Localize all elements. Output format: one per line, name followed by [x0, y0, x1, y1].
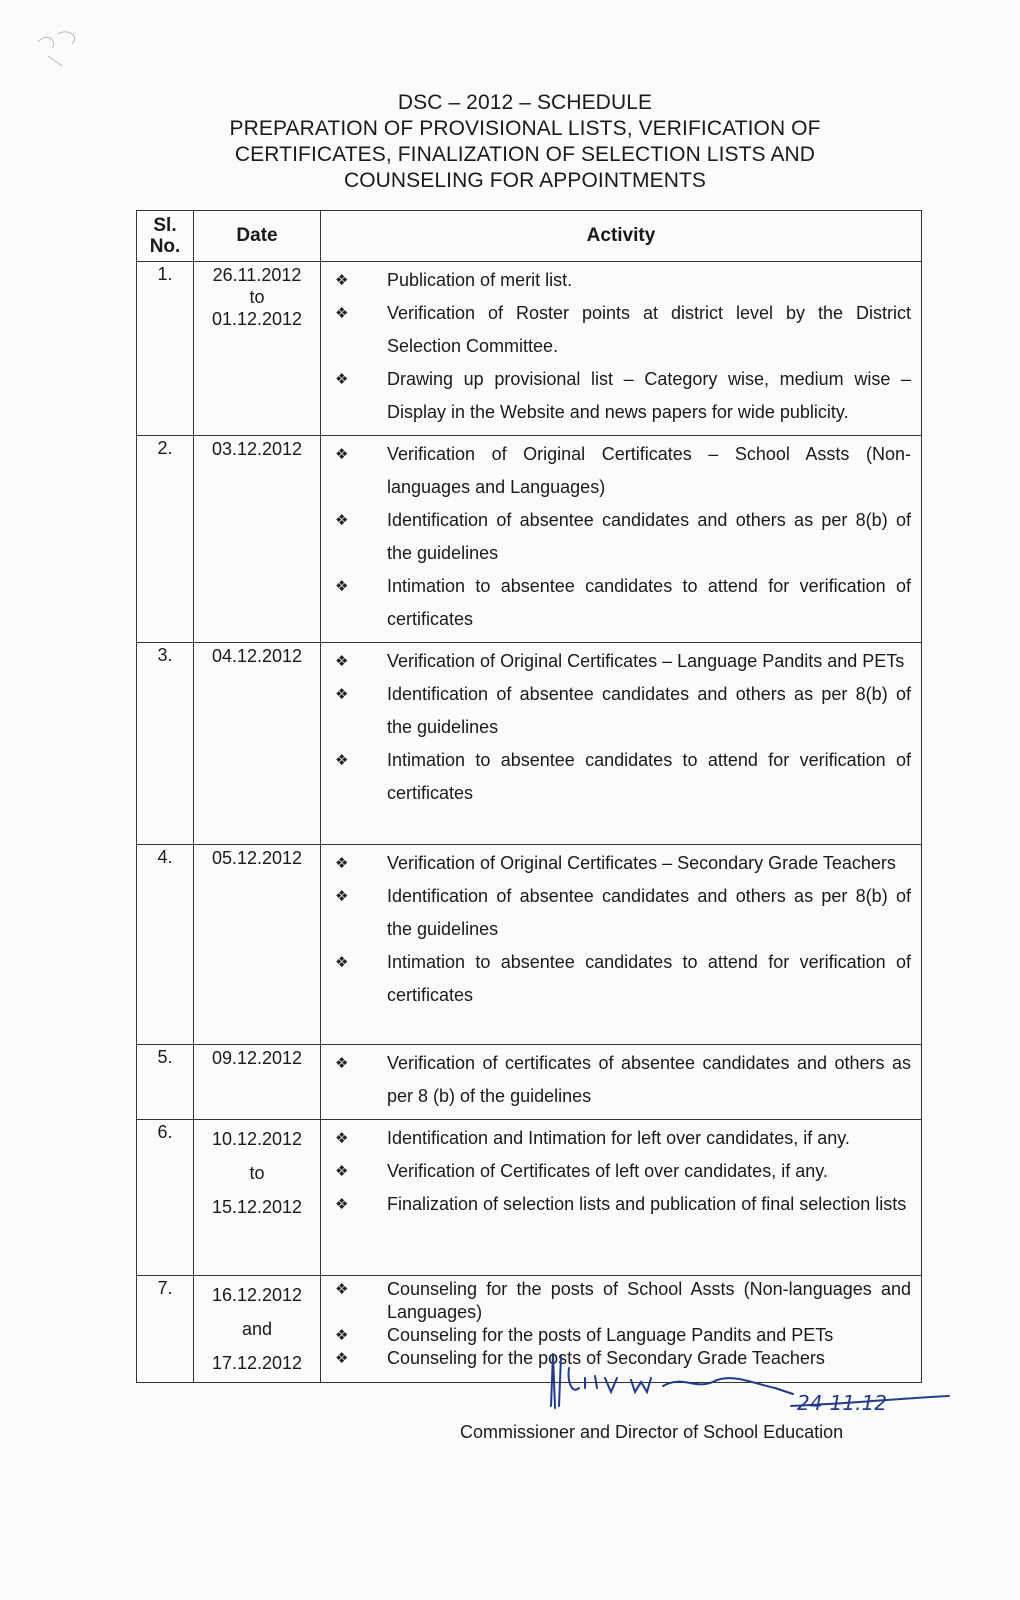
activity-item [335, 1155, 911, 1188]
diamond-bullet-icon: ❖ [335, 1350, 349, 1367]
signature [545, 1348, 965, 1418]
title-line-2: PREPARATION OF PROVISIONAL LISTS, VERIFICATION OF [229, 117, 821, 140]
signatory-designation: Commissioner and Director of School Education [460, 1422, 844, 1442]
row-activities [321, 643, 922, 845]
signature-image [545, 1348, 965, 1418]
activity-text: Drawing up provisional list – Category wise, medium wise – Display in the Website and news papers for wide publicity. [387, 369, 911, 422]
diamond-bullet-icon: ❖ [335, 1130, 349, 1147]
activity-item [335, 946, 911, 1012]
activity-text: Finalization of selection lists and publication of final selection lists [387, 1194, 907, 1214]
row-date-line: 16.12.2012 [211, 1285, 303, 1305]
activity-item [335, 744, 911, 810]
row-sl-no: 4. [137, 845, 194, 1045]
activity-text: Identification of absentee candidates and others as per 8(b) of the guidelines [387, 510, 911, 563]
header-date: Date [194, 211, 321, 262]
title-line-4: COUNSELING FOR APPOINTMENTS [343, 169, 707, 192]
diamond-bullet-icon: ❖ [335, 305, 349, 322]
corner-scribble-mark [28, 22, 108, 72]
activity-item [335, 438, 911, 504]
activity-item [335, 1324, 911, 1347]
activity-item [335, 363, 911, 429]
activity-item [335, 1047, 911, 1113]
activity-text: Verification of Certificates of left over candidates, if any. [387, 1161, 828, 1181]
row-date-line: 01.12.2012 [211, 309, 303, 329]
diamond-bullet-icon: ❖ [335, 371, 349, 388]
activity-item [335, 1122, 911, 1155]
activity-text: Intimation to absentee candidates to attend for verification of certificates [387, 750, 911, 803]
row-date-line: 26.11.2012 [212, 265, 302, 285]
table-row [137, 643, 922, 845]
row-activities [321, 1045, 922, 1120]
schedule-table [136, 210, 922, 1383]
activity-item [335, 847, 911, 880]
row-date-line: 10.12.2012 [211, 1129, 303, 1149]
table-row [137, 262, 922, 436]
activity-item [335, 1278, 911, 1324]
activity-text: Identification and Intimation for left over candidates, if any. [387, 1128, 850, 1148]
activity-text: Counseling for the posts of School Assts (Non-languages and Languages) [387, 1279, 911, 1322]
schedule-body [137, 262, 922, 1383]
activity-item [335, 678, 911, 744]
row-date-line: 15.12.2012 [211, 1197, 303, 1217]
row-date-line: and [241, 1319, 273, 1339]
header-no-text: No. [149, 236, 181, 257]
row-sl-no: 5. [137, 1045, 194, 1120]
activity-list [335, 645, 911, 810]
diamond-bullet-icon: ❖ [335, 1281, 349, 1298]
row-sl-no: 1. [137, 262, 194, 436]
diamond-bullet-icon: ❖ [335, 686, 349, 703]
row-date [194, 262, 321, 436]
row-date-line: 04.12.2012 [211, 646, 303, 666]
table-row [137, 845, 922, 1045]
row-date-line: 05.12.2012 [211, 848, 303, 868]
svg-text:24-11.12: 24-11.12 [797, 1391, 887, 1415]
activity-text: Verification of Original Certificates – School Assts (Non-languages and Languages) [387, 444, 911, 497]
table-row [137, 1045, 922, 1120]
activity-text: Intimation to absentee candidates to attend for verification of certificates [387, 952, 911, 1005]
diamond-bullet-icon: ❖ [335, 446, 349, 463]
activity-item [335, 1188, 911, 1221]
row-sl-no: 6. [137, 1120, 194, 1276]
diamond-bullet-icon: ❖ [335, 512, 349, 529]
activity-text: Counseling for the posts of Secondary Grade Teachers [387, 1348, 825, 1368]
activity-text: Identification of absentee candidates and others as per 8(b) of the guidelines [387, 886, 911, 939]
activity-item [335, 880, 911, 946]
header-sl-text: Sl. [153, 215, 177, 236]
row-activities [321, 262, 922, 436]
header-activity: Activity [321, 211, 922, 262]
activity-text: Publication of merit list. [387, 270, 573, 290]
activity-text: Identification of absentee candidates and others as per 8(b) of the guidelines [387, 684, 911, 737]
activity-list [335, 438, 911, 636]
diamond-bullet-icon: ❖ [335, 272, 349, 289]
diamond-bullet-icon: ❖ [335, 954, 349, 971]
activity-text: Verification of Roster points at district level by the District Selection Committee. [387, 303, 911, 356]
row-date [194, 643, 321, 845]
diamond-bullet-icon: ❖ [335, 1327, 349, 1344]
table-row [137, 1120, 922, 1276]
diamond-bullet-icon: ❖ [335, 855, 349, 872]
activity-item [335, 264, 911, 297]
activity-text: Verification of Original Certificates – Secondary Grade Teachers [387, 853, 896, 873]
row-date-line: 09.12.2012 [211, 1048, 303, 1068]
row-date [194, 1045, 321, 1120]
diamond-bullet-icon: ❖ [335, 888, 349, 905]
diamond-bullet-icon: ❖ [335, 578, 349, 595]
row-date-line: 17.12.2012 [211, 1353, 303, 1373]
header-sl-no [137, 211, 194, 262]
row-date [194, 436, 321, 643]
row-date [194, 845, 321, 1045]
row-date-line: to [249, 287, 265, 307]
activity-item [335, 297, 911, 363]
activity-list [335, 847, 911, 1012]
row-sl-no: 3. [137, 643, 194, 845]
activity-list [335, 1047, 911, 1113]
row-date [194, 1276, 321, 1383]
table-row [137, 436, 922, 643]
activity-item [335, 570, 911, 636]
activity-text: Intimation to absentee candidates to attend for verification of certificates [387, 576, 911, 629]
title-line-1: DSC – 2012 – SCHEDULE [397, 91, 653, 114]
row-activities [321, 436, 922, 643]
activity-text: Verification of certificates of absentee candidates and others as per 8 (b) of the guidelines [387, 1053, 911, 1106]
row-date [194, 1120, 321, 1276]
document-title [130, 90, 920, 194]
activity-text: Counseling for the posts of Language Pandits and PETs [387, 1325, 834, 1345]
activity-item [335, 504, 911, 570]
activity-text: Verification of Original Certificates – Language Pandits and PETs [387, 651, 905, 671]
row-sl-no: 7. [137, 1276, 194, 1383]
activity-list [335, 264, 911, 429]
title-line-3: CERTIFICATES, FINALIZATION OF SELECTION LISTS AND [234, 143, 816, 166]
row-sl-no: 2. [137, 436, 194, 643]
activity-item [335, 645, 911, 678]
row-date-line: 03.12.2012 [211, 439, 303, 459]
row-activities [321, 1120, 922, 1276]
diamond-bullet-icon: ❖ [335, 1196, 349, 1213]
row-date-line: to [249, 1163, 265, 1183]
table-header-row [137, 211, 922, 262]
diamond-bullet-icon: ❖ [335, 653, 349, 670]
diamond-bullet-icon: ❖ [335, 1055, 349, 1072]
activity-list [335, 1122, 911, 1221]
row-activities [321, 845, 922, 1045]
diamond-bullet-icon: ❖ [335, 1163, 349, 1180]
diamond-bullet-icon: ❖ [335, 752, 349, 769]
